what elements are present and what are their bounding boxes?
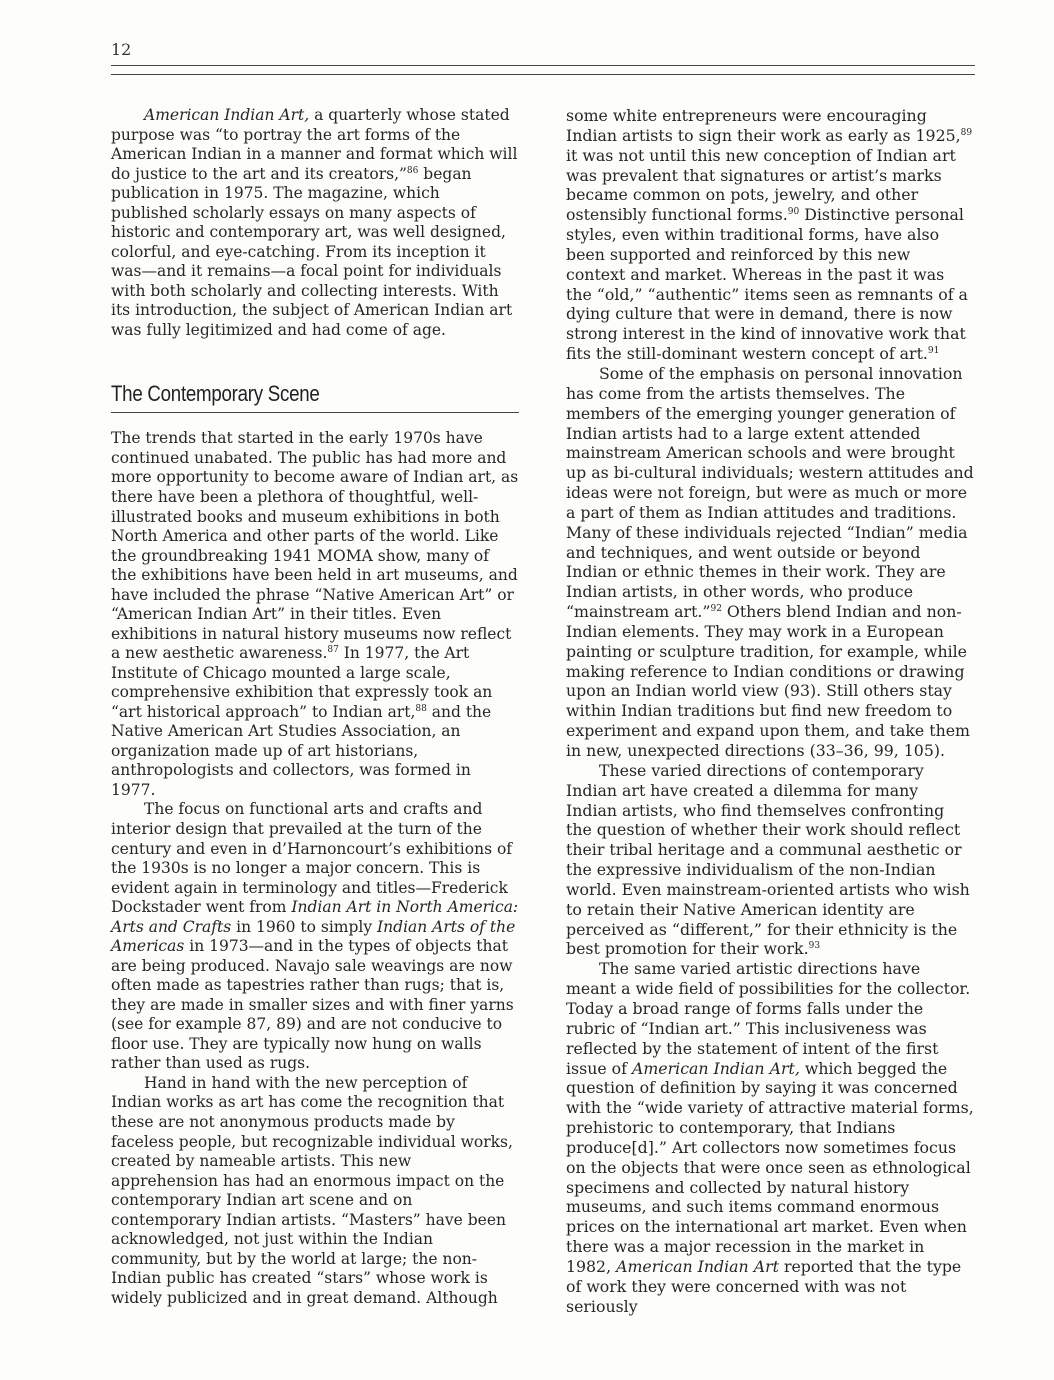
footnote-ref: 90 — [787, 207, 800, 218]
paragraph — [111, 429, 519, 800]
header-rule-bottom — [111, 74, 975, 75]
footnote-ref: 88 — [415, 703, 427, 714]
footnote-ref: 91 — [927, 346, 940, 357]
text: Others blend Indian and non-Indian elements. They may work in a European painting or sculpture tradition, for example, while making reference to Indian conditions or drawing upon an Indian world view (93). Still others stay within Indian traditions but find new freedom to experiment and expand upon them, and take them in new, unexpected directions (33–36, 99, 105). — [566, 602, 970, 760]
text: some white entrepreneurs were encouraging Indian artists to sign their work as early as 1925, — [566, 106, 961, 145]
paragraph — [566, 106, 974, 364]
text: reported that the type of work they were concerned with was not seriously — [566, 1256, 962, 1316]
text: a quarterly whose stated purpose was “to portray the art forms of the American Indian in a manner and format which will do justice to the art and its creators,” — [111, 106, 518, 183]
text: In 1977, the Art Institute of Chicago mounted a large scale, comprehensive exhibition that expressly took an “art historical approach” to Indian art, — [111, 644, 493, 721]
text: and the Native American Art Studies Association, an organization made up of art historians, anthropologists and collectors, was formed in 1977. — [111, 702, 492, 799]
text: Hand in hand with the new perception of Indian works as art has come the recognition that these are not anonymous products made by faceless people, but recognizable individual works, created by nameable artists. This new apprehension has had an enormous impact on the contemporary Indian art scene and on contemporary Indian artists. “Masters” have been acknowledged, not just within the Indian community, but by the world at large; the non-Indian public has created “stars” whose work is widely publicized and in great demand. Although — [111, 1073, 513, 1307]
paragraph — [111, 106, 519, 340]
paragraph — [111, 1074, 519, 1308]
text: which begged the question of definition by saying it was concerned with the “wide variety of attractive material forms, prehistoric to contemporary, that Indians produce[d].” Art collectors now sometimes focus on the objects that were once seen as ethnological specimens and collected by natural history museums, and such items command enormous prices on the international art market. Even when there was a major recession in the market in 1982, — [566, 1058, 974, 1276]
footnote-ref: 89 — [960, 127, 973, 138]
left-column — [111, 106, 519, 1308]
italic-title: American Indian Art — [616, 1256, 779, 1276]
paragraph — [566, 364, 974, 761]
text: in 1973—and in the types of objects that are being produced. Navajo sale weavings are now often made as tapestries rather than rugs; that is, they are made in smaller sizes and with finer yarns (see for example 87, 89) and are not conducive to floor use. They are typically now hung on walls rather than used as rugs. — [111, 937, 514, 1073]
footnote-ref: 87 — [327, 645, 339, 656]
text: These varied directions of contemporary Indian art have created a dilemma for many Indian artists, who find themselves confronting the question of whether their work should reflect their tribal heritage and a communal aesthetic or the expressive individualism of the non-Indian world. Even mainstream-oriented artists who wish to retain their Native American identity are perceived as “different,” for their ethnicity is the best promotion for their work. — [566, 760, 970, 959]
page-number: 12 — [111, 40, 132, 59]
footnote-ref: 92 — [710, 604, 722, 615]
header-rule-top — [111, 65, 975, 66]
text: The focus on functional arts and crafts and interior design that prevailed at the turn of the century and even in d’Harnoncourt’s exhibitions of the 1930s is no longer a major concern. This is evident again in terminology and titles—Frederick Dockstader went from — [111, 800, 513, 917]
text: The same varied artistic directions have meant a wide field of possibilities for the collector. Today a broad range of forms falls under the rubric of “Indian art.” This inclusiveness was reflected by the statement of intent of the first issue of — [566, 959, 971, 1078]
italic-title: Indian Arts of the Americas — [111, 917, 516, 956]
footnote-ref: 93 — [808, 941, 821, 952]
text: Distinctive personal styles, even within traditional forms, have also been supported and reinforced by this new context and market. Whereas in the past it was the “old,” “authentic” items seen as remnants of a dying culture that were in demand, there is now strong interest in the kind of innovative work that fits the still-dominant western concept of art. — [566, 205, 968, 364]
section-heading-text: The Contemporary Scene — [111, 381, 320, 407]
section-heading — [111, 380, 519, 413]
right-column — [566, 106, 974, 1316]
text: began publication in 1975. The magazine, which published scholarly essays on many aspects of historic and contemporary art, was well designed, colorful, and eye-catching. From its inception it was—and it remains—a focal point for individuals with both scholarly and collecting interests. With its introduction, the subject of American Indian art was fully legitimized and had come of age. — [111, 164, 513, 339]
paragraph — [111, 800, 519, 1073]
footnote-ref: 86 — [406, 165, 419, 176]
text: in 1960 to simply — [231, 917, 378, 936]
italic-title: American Indian Art, — [144, 106, 310, 124]
paragraph — [566, 761, 974, 959]
paragraph — [566, 959, 974, 1316]
text: Some of the emphasis on personal innovation has come from the artists themselves. The members of the emerging younger generation of Indian artists had to a large extent attended mainstream American schools and were brought up as bi-cultural individuals; western attitudes and ideas were not foreign, but were as much or more a part of them as Indian attitudes and traditions. Many of these individuals rejected “Indian” media and techniques, and went outside or beyond Indian or ethnic themes in their work. They are Indian artists, in other words, who produce “mainstream art.” — [566, 363, 974, 622]
text: it was not until this new conception of Indian art was prevalent that signatures or artist’s marks became common on pots, jewelry, and other ostensibly functional forms. — [566, 145, 956, 225]
italic-title: Indian Art in North America: Arts and Crafts — [111, 898, 519, 936]
text: The trends that started in the early 1970s have continued unabated. The public has had more and more opportunity to become aware of Indian art, as there have been a plethora of thoughtful, well-illustrated books and museum exhibitions in both North America and other parts of the world. Like the groundbreaking 1941 MOMA show, many of the exhibitions have been held in art museums, and have included the phrase “Native American Art” or “American Indian Art” in their titles. Even exhibitions in natural history museums now reflect a new aesthetic awareness. — [111, 429, 519, 663]
italic-title: American Indian Art, — [632, 1058, 800, 1078]
